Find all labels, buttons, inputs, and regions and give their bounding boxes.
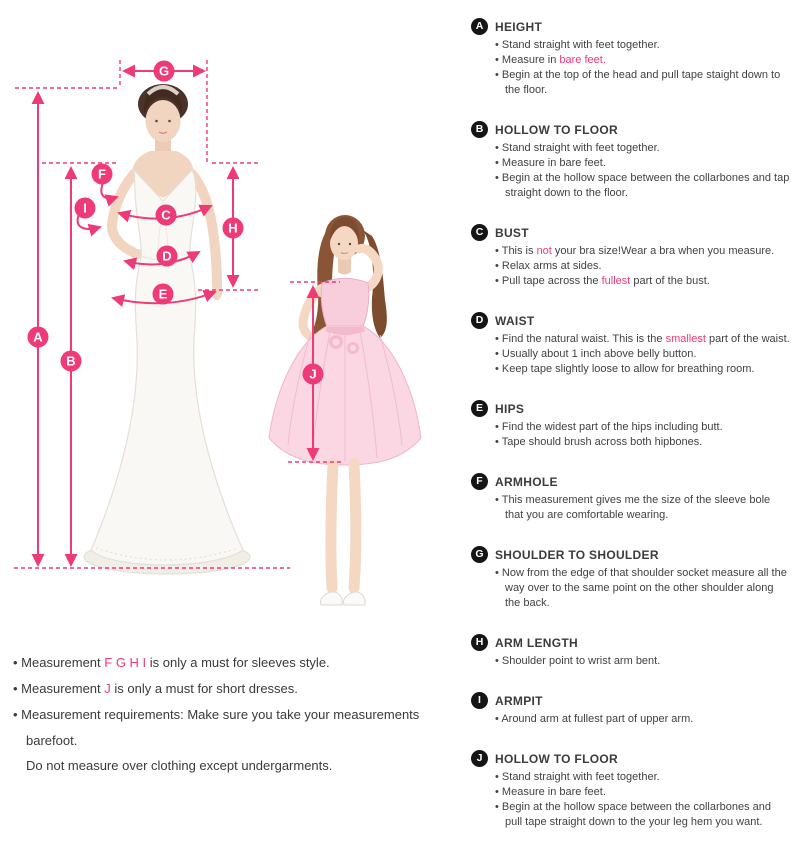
diagram-letter-g: G [154,61,175,82]
measurement-instructions [495,420,791,450]
diagram-letter-d: D [157,246,178,267]
measurement-section [471,546,793,611]
measurement-letter-badge: F [471,473,488,490]
measurement-letter-badge: C [471,224,488,241]
measurement-instructions [495,244,791,289]
measurement-bullet: • Pull tape across the fullest part of the bust. [495,275,710,287]
measurement-bullet: • Usually about 1 inch above belly button. [495,348,697,360]
measurement-section [471,121,793,201]
measurement-section [471,750,793,830]
measurement-bullet: • Around arm at fullest part of upper arm. [495,713,694,725]
measurement-section [471,692,793,727]
diagram-letter-c: C [156,205,177,226]
measurement-title: ARMHOLE [495,474,558,489]
measurement-section [471,18,793,98]
measurement-bullet: • Measure in bare feet. [495,786,606,798]
measurement-title: ARM LENGTH [495,635,578,650]
notes-list [13,650,465,777]
long-dress-model-figure [84,84,250,574]
measurement-bullet: • Stand straight with feet together. [495,771,660,783]
measurement-instructions [495,654,791,669]
measurement-letter-badge: I [471,692,488,709]
measurement-header [471,18,793,35]
measurement-bullet: • Measure in bare feet. [495,157,606,169]
measurement-letter-badge: E [471,400,488,417]
short-dress-model-figure [269,215,421,605]
measurement-header [471,312,793,329]
measurement-section [471,312,793,377]
measurement-letter-badge: D [471,312,488,329]
measurement-title: HEIGHT [495,19,543,34]
measurement-diagram [0,0,470,648]
measurement-bullet: • Find the natural waist. This is the smallest part of the waist. [495,333,790,345]
diagram-letter-f: F [92,164,113,185]
measurement-title: HIPS [495,401,525,416]
measurement-bullet: • Stand straight with feet together. [495,142,660,154]
measurement-instructions [495,493,791,523]
measurement-bullet: • Begin at the top of the head and pull tape staight down to the floor. [495,69,781,96]
note-line: • Measurement J is only a must for short dresses. [13,681,298,696]
measurement-diagram-drawing [0,0,470,648]
measurement-instructions [495,566,791,611]
measurement-list [471,18,793,853]
measurement-section [471,400,793,450]
measurement-bullet: • Keep tape slightly loose to allow for breathing room. [495,363,755,375]
measurement-bullet: • Measure in bare feet. [495,54,606,66]
measurement-instructions [495,770,791,830]
measurement-instructions [495,141,791,201]
measurement-bullet: • This measurement gives me the size of the sleeve bole that you are comfortable wearing. [495,494,771,521]
measurement-header [471,692,793,709]
measurement-header [471,121,793,138]
measurement-instructions [495,38,791,98]
measurement-header [471,224,793,241]
measurement-letter-badge: G [471,546,488,563]
measurement-letter-badge: H [471,634,488,651]
measurement-bullet: • This is not your bra size!Wear a bra when you measure. [495,245,775,257]
measurement-header [471,750,793,767]
diagram-letter-h: H [223,218,244,239]
measurement-letter-badge: B [471,121,488,138]
measurement-header [471,546,793,563]
measurement-instructions [495,332,791,377]
measurement-title: ARMPIT [495,693,543,708]
measurement-section [471,224,793,289]
note-line: Do not measure over clothing except undergarments. [26,758,333,773]
diagram-letter-e: E [153,284,174,305]
measurement-instructions [495,712,791,727]
measurement-bullet: • Stand straight with feet together. [495,39,660,51]
diagram-letter-i: I [75,198,96,219]
measurement-bullet: • Tape should brush across both hipbones. [495,436,703,448]
measurement-letter-badge: A [471,18,488,35]
measurement-title: SHOULDER TO SHOULDER [495,547,659,562]
measurement-header [471,400,793,417]
measurement-bullet: • Begin at the hollow space between the collarbones and tap straight down to the floor. [495,172,790,199]
measurement-header [471,473,793,490]
diagram-letter-a: A [28,327,49,348]
measurement-bullet: • Begin at the hollow space between the collarbones and pull tape straight down to the your leg hem you want. [495,801,771,828]
measurement-title: WAIST [495,313,535,328]
measurement-bullet: • Now from the edge of that shoulder socket measure all the way over to the same point on the other shoulder along the back. [495,567,787,609]
note-line: • Measurement F G H I is only a must for sleeves style. [13,655,330,670]
note-line: • Measurement requirements: Make sure you take your measurements barefoot. [13,707,420,748]
measurement-title: HOLLOW TO FLOOR [495,122,618,137]
diagram-letter-b: B [61,351,82,372]
measurement-letter-badge: J [471,750,488,767]
measurement-section [471,634,793,669]
measurement-header [471,634,793,651]
measurement-bullet: • Shoulder point to wrist arm bent. [495,655,661,667]
measurement-bullet: • Find the widest part of the hips including butt. [495,421,723,433]
measurement-bullet: • Relax arms at sides. [495,260,602,272]
measurement-section [471,473,793,523]
measurement-title: HOLLOW TO FLOOR [495,751,618,766]
diagram-letter-j: J [303,364,324,385]
measurement-title: BUST [495,225,529,240]
